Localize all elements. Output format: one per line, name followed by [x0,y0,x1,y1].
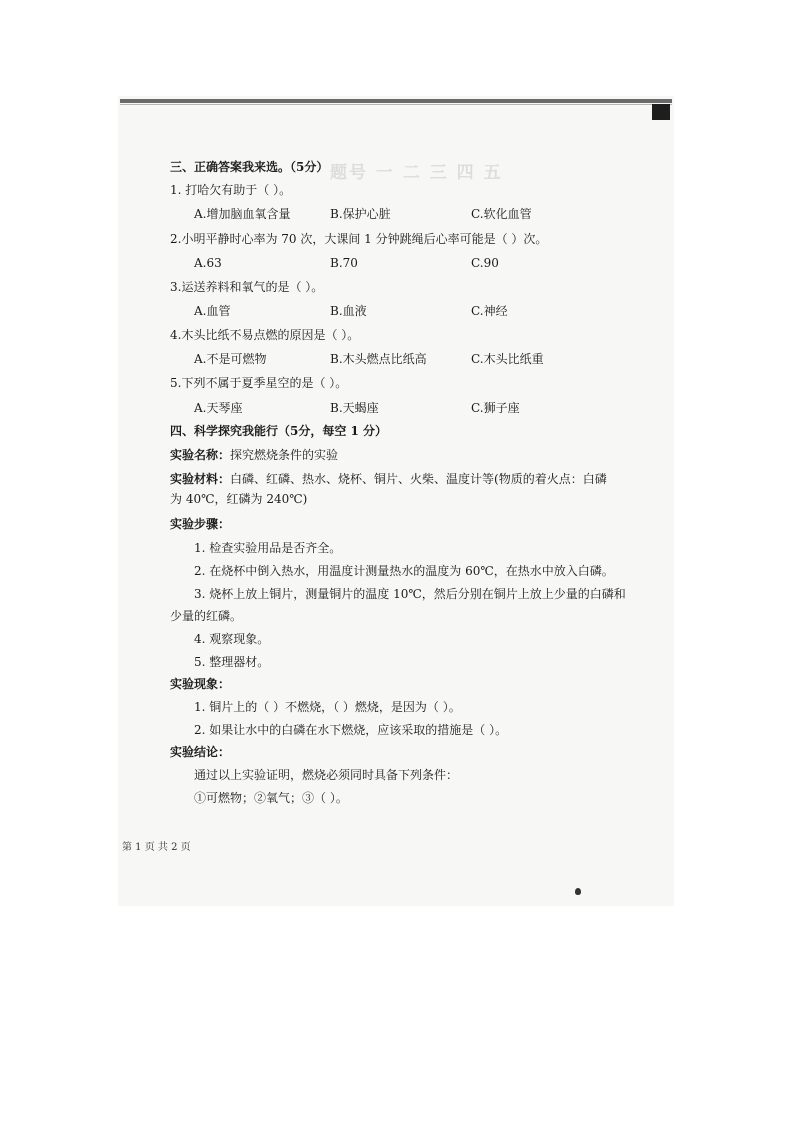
q3-option-b: B.血液 [330,304,367,318]
q1-option-c: C.软化血管 [471,207,532,221]
step-4: 4. 观察现象。 [194,632,270,646]
materials-value-cont: 为 40℃，红磷为 240℃) [170,492,308,506]
experiment-materials [170,470,607,488]
top-border-line [120,99,672,103]
q3-stem: 3.运送养料和氧气的是（ ）。 [170,280,324,294]
q4-option-c: C.木头比纸重 [471,352,544,366]
q5-option-c: C.狮子座 [471,401,520,415]
q5-stem: 5.下列不属于夏季星空的是（ ）。 [170,376,348,390]
corner-scan-mark [652,104,670,120]
conclusion-label: 实验结论： [170,745,231,759]
experiment-name-value: 探究燃烧条件的实验 [230,448,339,462]
step-2: 2. 在烧杯中倒入热水，用温度计测量热水的温度为 60℃，在热水中放入白磷。 [194,564,614,578]
q5-option-b: B.天蝎座 [330,401,379,415]
q2-option-b: B.70 [330,256,358,270]
bleed-through-title: 题号 一 二 三 四 五 [330,163,503,183]
materials-label: 实验材料： [170,472,231,486]
q1-option-b: B.保护心脏 [330,207,391,221]
steps-label: 实验步骤： [170,517,231,531]
q4-option-b: B.木头燃点比纸高 [330,352,427,366]
q1-stem: 1. 打哈欠有助于（ ）。 [170,183,292,197]
page-number: 第 1 页 共 2 页 [122,842,191,853]
step-3-cont: 少量的红磷。 [170,609,243,623]
step-1: 1. 检查实验用品是否齐全。 [194,541,342,555]
scan-speck [575,888,581,895]
q2-option-a: A.63 [194,256,222,270]
q4-option-a: A.不是可燃物 [194,352,267,366]
q3-option-c: C.神经 [471,304,508,318]
q5-option-a: A.天琴座 [194,401,243,415]
step-3: 3. 烧杯上放上铜片，测量铜片的温度 10℃，然后分别在铜片上放上少量的白磷和 [194,587,626,601]
experiment-name [170,446,338,464]
phenomenon-1: 1. 铜片上的（ ）不燃烧，（ ）燃烧，是因为（ ）。 [194,700,461,714]
conclusion-items: ①可燃物；②氧气；③（ ）。 [194,791,348,805]
q2-stem: 2.小明平静时心率为 70 次，大课间 1 分钟跳绳后心率可能是（ ）次。 [170,232,548,246]
q1-option-a: A.增加脑血氧含量 [194,207,291,221]
q4-stem: 4.木头比纸不易点燃的原因是（ ）。 [170,328,360,342]
phenomenon-2: 2. 如果让水中的白磷在水下燃烧，应该采取的措施是（ ）。 [194,723,508,737]
experiment-name-label: 实验名称： [170,448,231,462]
conclusion-text: 通过以上实验证明，燃烧必须同时具备下列条件： [194,768,459,782]
section3-title: 三、正确答案我来选。（5分） [170,160,329,174]
materials-value: 白磷、红磷、热水、烧杯、铜片、火柴、温度计等(物质的着火点：白磷 [230,472,607,486]
q3-option-a: A.血管 [194,304,231,318]
step-5: 5. 整理器材。 [194,655,270,669]
phenomena-label: 实验现象： [170,677,231,691]
q2-option-c: C.90 [471,256,499,270]
top-border-thin-line [120,104,672,105]
section4-title: 四、科学探究我能行（5分，每空 1 分） [170,424,388,438]
